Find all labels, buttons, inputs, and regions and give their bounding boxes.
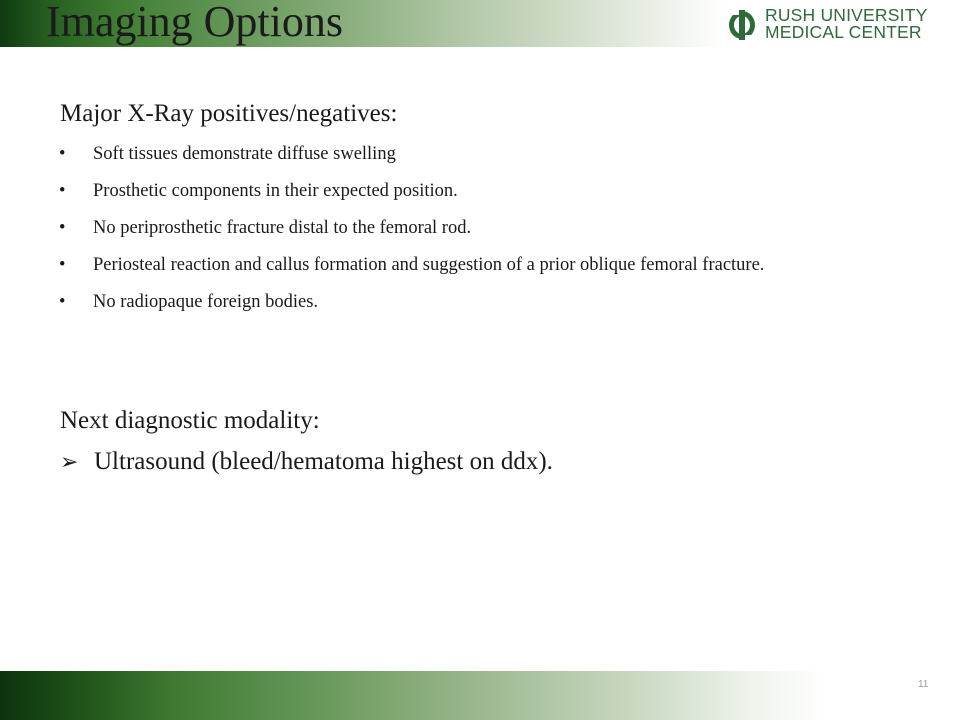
logo-line-1: RUSH UNIVERSITY (765, 5, 928, 25)
xray-heading: Major X-Ray positives/negatives: (60, 100, 398, 127)
bullet-icon: • (59, 144, 66, 164)
bullet-icon: • (59, 218, 66, 238)
page-number: 11 (918, 679, 929, 690)
modality-item (60, 447, 553, 478)
list-item (58, 253, 888, 278)
list-item (58, 142, 888, 167)
footer-band (0, 671, 960, 720)
xray-findings-list (58, 142, 888, 315)
list-item (58, 216, 888, 241)
slide-title: Imaging Options (46, 0, 343, 46)
list-item (58, 290, 888, 315)
modality-heading: Next diagnostic modality: (60, 407, 320, 434)
arrow-bullet-icon: ➢ (60, 450, 79, 475)
modality-item-text: Ultrasound (bleed/hematoma highest on ddx). (94, 448, 553, 475)
list-item-text: Soft tissues demonstrate diffuse swelling (93, 144, 396, 164)
bullet-icon: • (59, 292, 66, 312)
list-item-text: No radiopaque foreign bodies. (93, 292, 319, 312)
bullet-icon: • (59, 181, 66, 201)
rush-logo (725, 6, 950, 44)
logo-text (765, 7, 927, 41)
logo-line-2: MEDICAL CENTER (765, 22, 922, 42)
list-item-text: Periosteal reaction and callus formation and suggestion of a prior oblique femoral fracture. (93, 255, 765, 275)
bullet-icon: • (59, 255, 66, 275)
list-item-text: No periprosthetic fracture distal to the femoral rod. (93, 218, 472, 238)
list-item (58, 179, 888, 204)
rush-logo-mark-icon (727, 8, 757, 42)
list-item-text: Prosthetic components in their expected position. (93, 181, 458, 201)
